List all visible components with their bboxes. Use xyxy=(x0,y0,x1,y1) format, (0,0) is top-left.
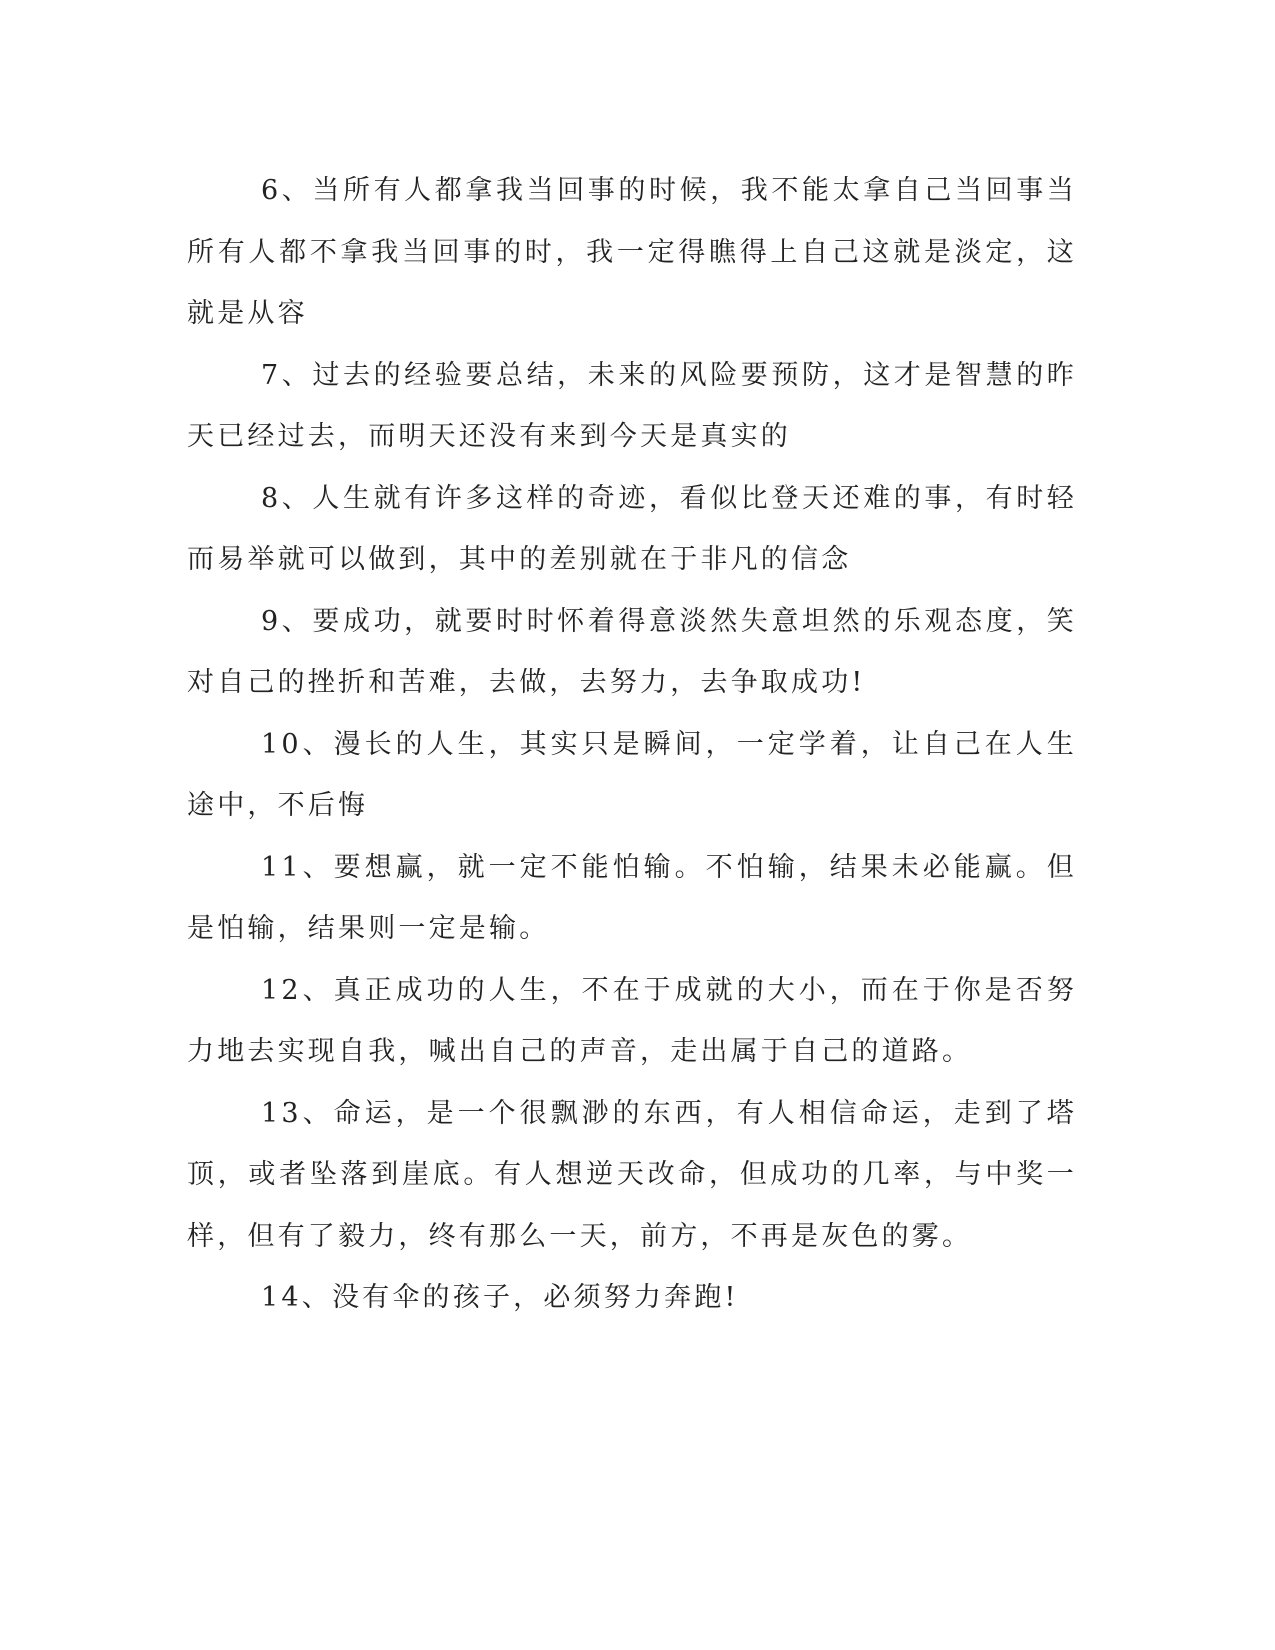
paragraph-14: 14、没有伞的孩子，必须努力奔跑! xyxy=(261,1282,739,1313)
document-body xyxy=(187,160,1077,1329)
paragraph-7: 7、过去的经验要总结，未来的风险要预防，这才是智慧的昨天已经过去，而明天还没有来到今天是真实的 xyxy=(187,359,1077,452)
paragraph-12: 12、真正成功的人生，不在于成就的大小，而在于你是否努力地去实现自我，喊出自己的声音，走出属于自己的道路。 xyxy=(187,974,1077,1067)
paragraph-8: 8、人生就有许多这样的奇迹，看似比登天还难的事，有时轻而易举就可以做到，其中的差别就在于非凡的信念 xyxy=(187,482,1077,575)
paragraph-11: 11、要想赢，就一定不能怕输。不怕输，结果未必能赢。但是怕输，结果则一定是输。 xyxy=(187,851,1077,944)
paragraph-6: 6、当所有人都拿我当回事的时候，我不能太拿自己当回事当所有人都不拿我当回事的时，我一定得瞧得上自己这就是淡定，这就是从容 xyxy=(187,175,1077,329)
paragraph-13: 13、命运，是一个很飘渺的东西，有人相信命运，走到了塔顶，或者坠落到崖底。有人想逆天改命，但成功的几率，与中奖一样，但有了毅力，终有那么一天，前方，不再是灰色的雾。 xyxy=(187,1097,1077,1252)
paragraph-9: 9、要成功，就要时时怀着得意淡然失意坦然的乐观态度，笑对自己的挫折和苦难，去做，去努力，去争取成功! xyxy=(187,605,1077,698)
paragraph-10: 10、漫长的人生，其实只是瞬间，一定学着，让自己在人生途中，不后悔 xyxy=(187,728,1077,821)
